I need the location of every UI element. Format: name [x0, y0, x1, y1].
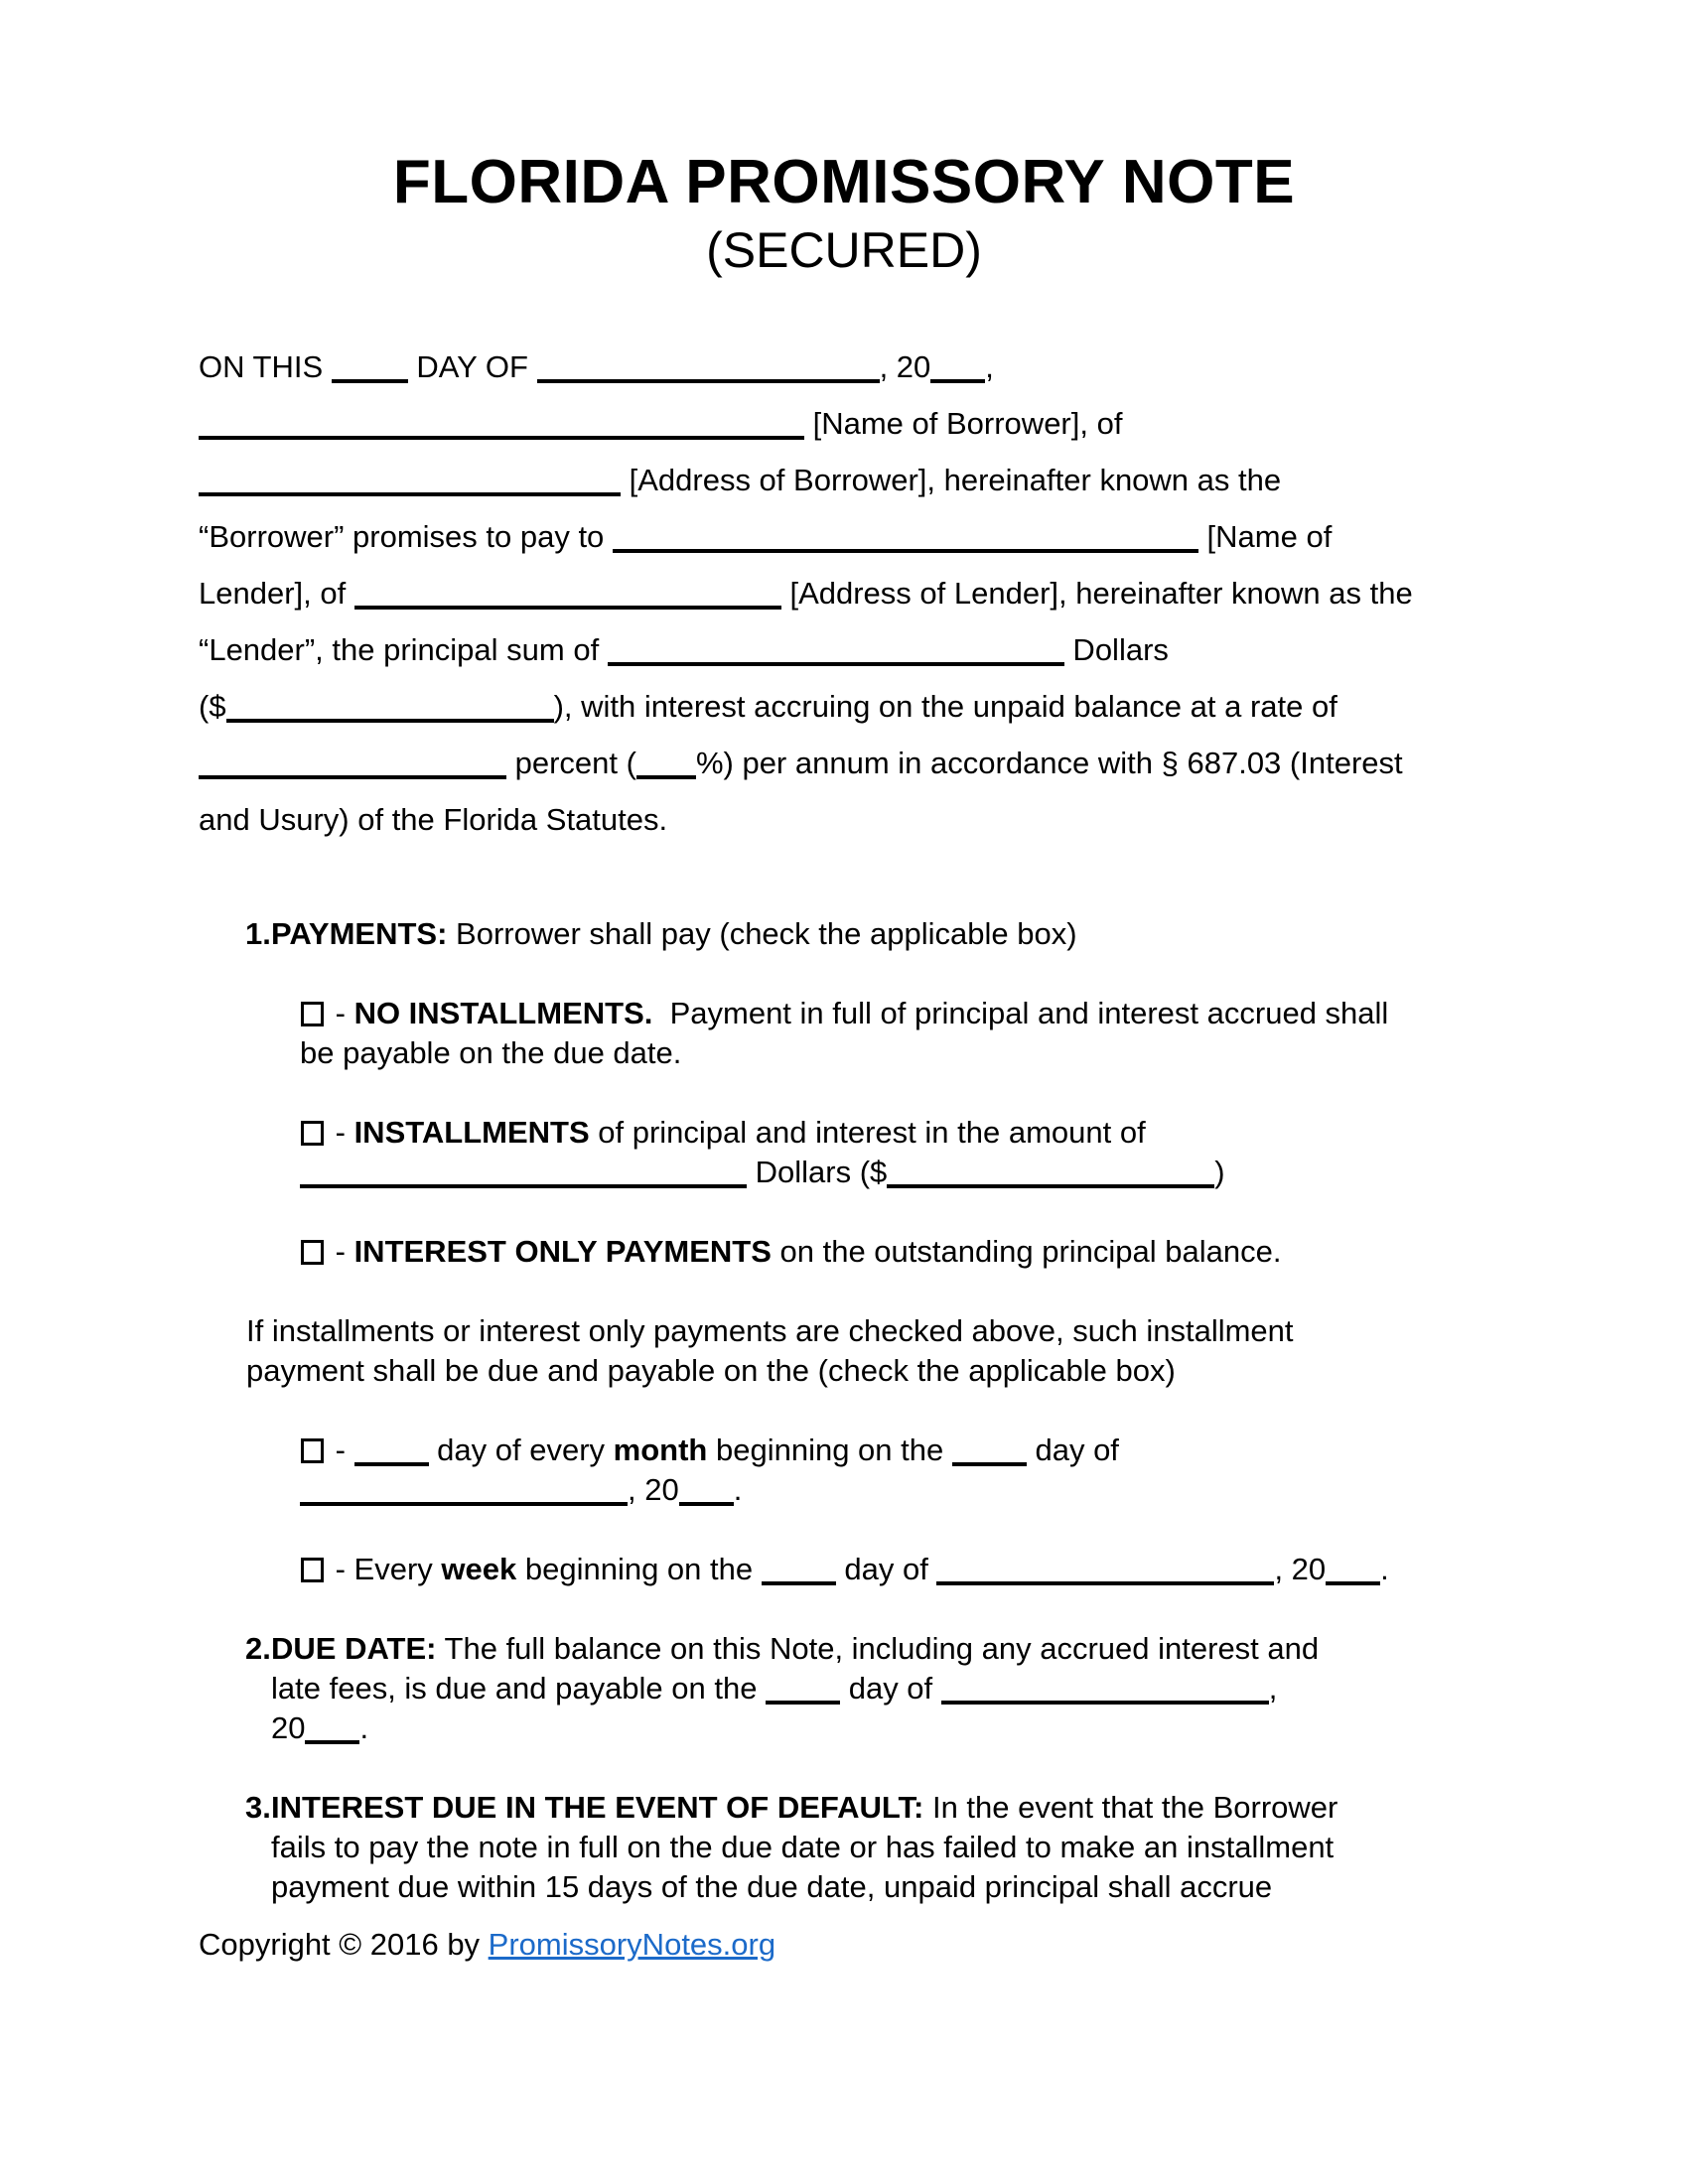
- blank-field: [354, 1462, 429, 1466]
- text-run: - Every: [327, 1552, 442, 1586]
- item-number: 3.: [245, 1790, 271, 1825]
- paragraph: [246, 1311, 1529, 1391]
- text-run: .: [1380, 1552, 1389, 1586]
- promissorynotes-link[interactable]: PromissoryNotes.org: [488, 1927, 776, 1962]
- blank-field: [1326, 1581, 1380, 1585]
- text-line: [300, 1153, 1529, 1192]
- blank-field: [226, 719, 554, 723]
- text-run: on the outstanding principal balance.: [771, 1234, 1282, 1269]
- text-run: If installments or interest only payments are checked above, such installment: [246, 1313, 1294, 1348]
- text-run: [Address of Borrower], hereinafter known as the: [621, 463, 1282, 497]
- text-line: [271, 1669, 1529, 1708]
- text-run: ): [1214, 1155, 1225, 1189]
- text-run: -: [327, 1234, 354, 1269]
- blank-field: [936, 1581, 1274, 1585]
- text-line: [199, 395, 1524, 452]
- text-run: ($: [199, 689, 226, 724]
- text-run: ), with interest accruing on the unpaid balance at a rate of: [553, 689, 1337, 724]
- blank-field: [766, 1701, 840, 1705]
- blank-field: [608, 662, 1064, 666]
- text-run: Payment in full of principal and interest accrued shall: [652, 996, 1389, 1030]
- text-run: late fees, is due and payable on the: [271, 1671, 767, 1706]
- checkbox-item: [300, 994, 1529, 1073]
- item-number: 1.: [245, 916, 271, 951]
- text-line: [271, 1629, 1529, 1669]
- blank-field: [332, 379, 408, 383]
- bold-text-run: INTEREST DUE IN THE EVENT OF DEFAULT:: [271, 1790, 924, 1825]
- blank-field: [300, 1184, 747, 1188]
- sections-list: [199, 914, 1529, 1907]
- text-run: The full balance on this Note, including any accrued interest and: [436, 1631, 1320, 1666]
- text-line: [300, 1470, 1529, 1510]
- checkbox: [301, 1121, 324, 1146]
- text-run: “Lender”, the principal sum of: [199, 632, 608, 667]
- blank-field: [636, 775, 696, 779]
- text-line: [246, 1351, 1529, 1391]
- text-run: %) per annum in accordance with § 687.03 (Interest: [695, 746, 1403, 780]
- text-line: [300, 994, 1529, 1033]
- text-run: day of: [840, 1671, 941, 1706]
- blank-field: [354, 606, 781, 610]
- text-line: [271, 1867, 1529, 1907]
- document-title: FLORIDA PROMISSORY NOTE: [392, 148, 1296, 216]
- text-line: [300, 1550, 1529, 1589]
- numbered-item: [199, 914, 1529, 954]
- checkbox: [301, 1558, 324, 1582]
- text-line: [199, 508, 1524, 565]
- text-run: beginning on the: [707, 1433, 952, 1467]
- document-header: [0, 148, 1688, 278]
- text-line: [199, 791, 1524, 848]
- document-subtitle: (SECURED): [706, 222, 982, 278]
- text-run: , 20: [628, 1472, 679, 1507]
- text-line: [271, 1708, 1529, 1748]
- text-line: [199, 621, 1524, 678]
- text-run: DAY OF: [407, 349, 537, 384]
- bold-text-run: month: [613, 1433, 708, 1467]
- item-body: [271, 914, 1529, 954]
- text-line: [199, 339, 1524, 395]
- text-line: [300, 1033, 1529, 1073]
- text-line: [199, 735, 1524, 791]
- blank-field: [300, 1502, 628, 1506]
- text-run: , 20: [879, 349, 931, 384]
- text-run: Dollars: [1063, 632, 1169, 667]
- text-line: [199, 678, 1524, 735]
- text-run: -: [327, 996, 354, 1030]
- text-run: .: [359, 1710, 369, 1745]
- intro-paragraph: [199, 339, 1524, 848]
- blank-field: [613, 549, 1198, 553]
- checkbox-item: [300, 1431, 1529, 1510]
- bold-text-run: week: [441, 1552, 517, 1586]
- text-run: be payable on the due date.: [300, 1035, 682, 1070]
- bold-text-run: DUE DATE:: [271, 1631, 437, 1666]
- blank-field: [941, 1701, 1269, 1705]
- text-run: -: [327, 1433, 354, 1467]
- checkbox-item: [300, 1550, 1529, 1589]
- copyright-text: Copyright © 2016 by: [199, 1927, 489, 1962]
- text-run: percent (: [506, 746, 636, 780]
- text-run: .: [733, 1472, 743, 1507]
- text-run: and Usury) of the Florida Statutes.: [199, 802, 668, 837]
- text-run: Lender], of: [199, 576, 354, 611]
- text-run: [Address of Lender], hereinafter known as the: [780, 576, 1413, 611]
- text-run: day of: [835, 1552, 937, 1586]
- text-line: [271, 1828, 1529, 1867]
- checkbox-item: [300, 1232, 1529, 1272]
- text-line: [300, 1431, 1529, 1470]
- text-run: Borrower shall pay (check the applicable box): [447, 916, 1077, 951]
- text-run: ,: [1268, 1671, 1278, 1706]
- blank-field: [762, 1581, 836, 1585]
- blank-field: [305, 1740, 359, 1744]
- checkbox: [301, 1002, 324, 1026]
- footer: [199, 1925, 775, 1965]
- bold-text-run: NO INSTALLMENTS.: [353, 996, 653, 1030]
- text-run: [Name of: [1197, 519, 1333, 554]
- text-run: ,: [985, 349, 994, 384]
- text-run: , 20: [1274, 1552, 1327, 1586]
- blank-field: [199, 775, 506, 779]
- blank-field: [537, 379, 880, 383]
- blank-field: [952, 1462, 1027, 1466]
- text-run: Dollars ($: [747, 1155, 888, 1189]
- text-line: [300, 1113, 1529, 1153]
- text-run: day of: [1026, 1433, 1119, 1467]
- bold-text-run: PAYMENTS:: [271, 916, 448, 951]
- blank-field: [199, 492, 621, 496]
- text-run: “Borrower” promises to pay to: [199, 519, 613, 554]
- checkbox: [301, 1240, 324, 1265]
- item-body: [271, 1629, 1529, 1748]
- item-number: 2.: [245, 1631, 271, 1666]
- text-run: payment due within 15 days of the due date, unpaid principal shall accrue: [271, 1869, 1273, 1904]
- text-line: [271, 914, 1529, 954]
- text-run: -: [327, 1115, 354, 1150]
- blank-field: [930, 379, 985, 383]
- bold-text-run: INTEREST ONLY PAYMENTS: [353, 1234, 772, 1269]
- text-run: fails to pay the note in full on the due date or has failed to make an installment: [271, 1830, 1335, 1864]
- numbered-item: [199, 1788, 1529, 1907]
- text-line: [246, 1311, 1529, 1351]
- text-run: day of every: [428, 1433, 614, 1467]
- text-line: [300, 1232, 1529, 1272]
- text-run: 20: [271, 1710, 306, 1745]
- text-run: of principal and interest in the amount of: [589, 1115, 1146, 1150]
- text-run: payment shall be due and payable on the (check the applicable box): [246, 1353, 1176, 1388]
- text-run: In the event that the Borrower: [923, 1790, 1338, 1825]
- blank-field: [679, 1502, 734, 1506]
- checkbox: [301, 1438, 324, 1463]
- bold-text-run: INSTALLMENTS: [353, 1115, 590, 1150]
- numbered-item: [199, 1629, 1529, 1748]
- text-run: beginning on the: [516, 1552, 762, 1586]
- checkbox-item: [300, 1113, 1529, 1192]
- blank-field: [199, 436, 804, 440]
- item-body: [271, 1788, 1529, 1907]
- text-line: [199, 452, 1524, 508]
- text-run: ON THIS: [199, 349, 332, 384]
- blank-field: [887, 1184, 1214, 1188]
- text-line: [271, 1788, 1529, 1828]
- text-line: [199, 565, 1524, 621]
- text-run: [Name of Borrower], of: [804, 406, 1123, 441]
